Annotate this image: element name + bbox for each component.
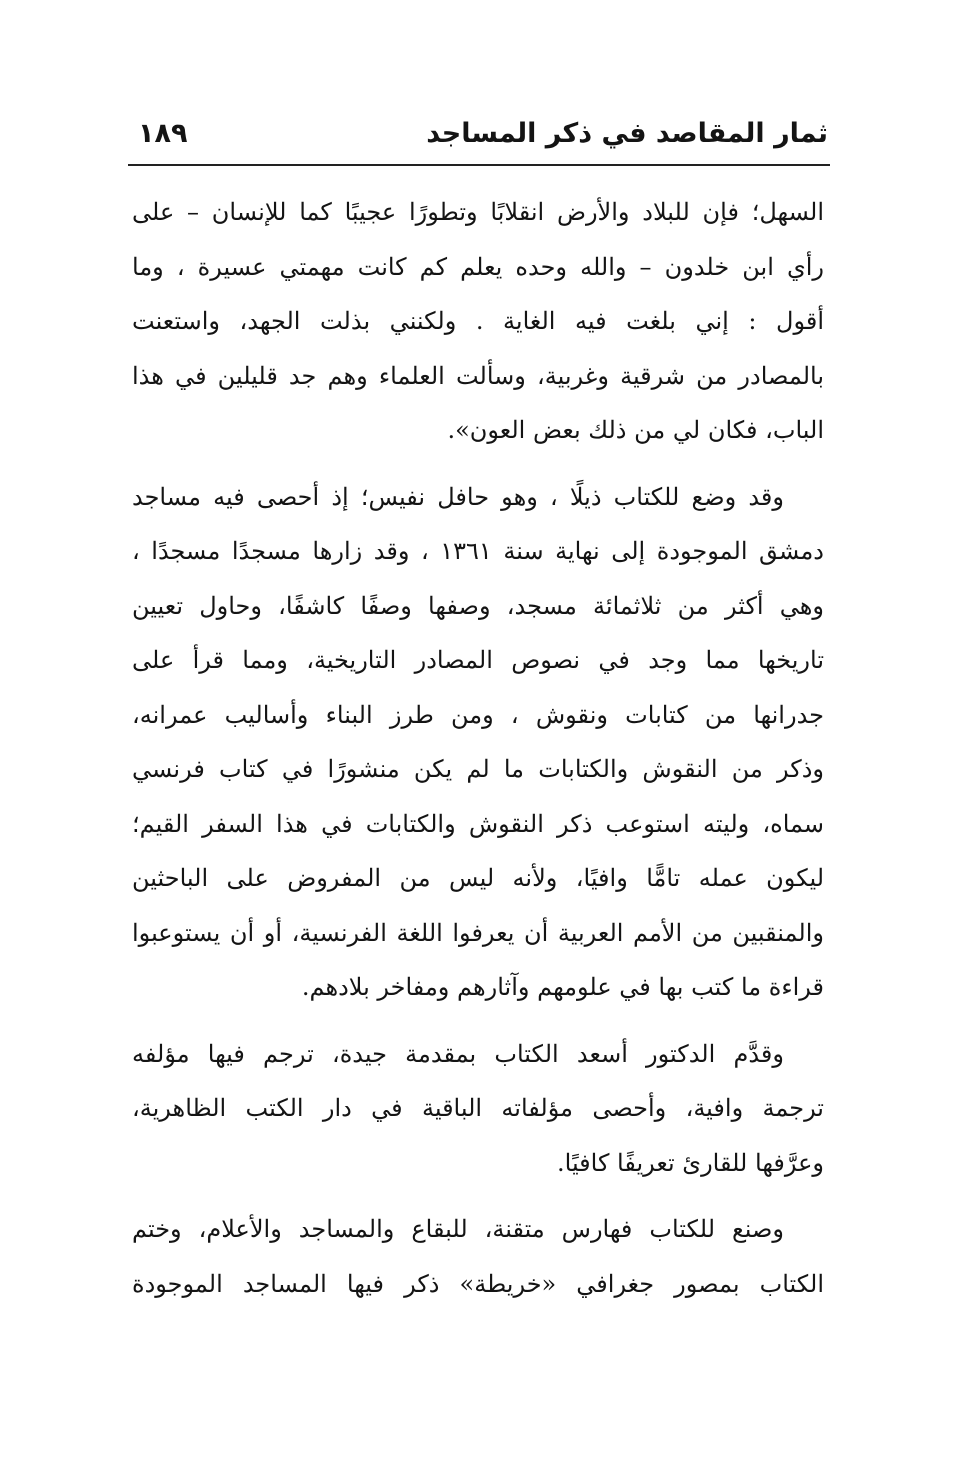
text-line: وعرَّفها للقارئ تعريفًا كافيًا. <box>557 1148 824 1177</box>
page-number: ١٨٩ <box>138 118 188 149</box>
body-text <box>132 185 824 1311</box>
text-line: وذكر من النقوش والكتابات ما لم يكن منشورًا في كتاب فرنسي <box>132 755 824 783</box>
paragraph-gap <box>132 458 824 470</box>
text-line: الباب، فكان لي من ذلك بعض العون». <box>447 416 824 444</box>
text-line: وهي أكثر من ثلاثمائة مسجد، وصفها وصفًا كاشفًا، وحاول تعيين <box>132 591 824 620</box>
paragraph-gap <box>132 1190 824 1202</box>
paragraph-gap <box>132 1015 824 1027</box>
text-line: رأي ابن خلدون – والله وحده يعلم كم كانت مهمتي عسيرة ، وما <box>132 252 824 281</box>
text-line: وقدَّم الدكتور أسعد الكتاب بمقدمة جيدة، ترجم فيها مؤلفه <box>132 1039 784 1068</box>
text-line: جدرانها من كتابات ونقوش ، ومن طرز البناء وأساليب عمرانه، <box>132 700 824 729</box>
text-line: سماه، وليته استوعب ذكر النقوش والكتابات في هذا السفر القيم؛ <box>132 809 824 838</box>
header-rule <box>128 164 830 166</box>
text-line: تاريخها مما وجد في نصوص المصادر التاريخية، ومما قرأ على <box>132 646 824 674</box>
paragraph-4 <box>132 1202 824 1311</box>
text-line: الكتاب بمصور جغرافي «خريطة» ذكر فيها المساجد الموجودة <box>132 1269 824 1298</box>
paragraph-3 <box>132 1027 824 1191</box>
paragraph-2 <box>132 470 824 1015</box>
text-line: وقد وضع للكتاب ذيلًا ، وهو حافل نفيس؛ إذ أحصى فيه مساجد <box>132 482 784 511</box>
text-line: ليكون عمله تامًّا وافيًا، ولأنه ليس من المفروض على الباحثين <box>132 864 824 892</box>
text-line: بالمصادر من شرقية وغربية، وسألت العلماء وهم جد قليلين في هذا <box>132 361 824 390</box>
text-line: السهل؛ فإن للبلاد والأرض انقلابًا وتطورًا عجيبًا كما للإنسان – على <box>132 198 824 226</box>
text-line: قراءة ما كتب بها في علومهم وآثارهم ومفاخر بلادهم. <box>301 973 824 1001</box>
text-line: ترجمة وافية، وأحصى مؤلفاته الباقية في دار الكتب الظاهرية، <box>132 1094 824 1122</box>
running-title: ثمار المقاصد في ذكر المساجد <box>426 118 828 149</box>
text-line: وصنع للكتاب فهارس متقنة، للبقاع والمساجد والأعلام، وختم <box>132 1215 784 1243</box>
paragraph-1 <box>132 185 824 458</box>
text-line: أقول : إني بلغت فيه الغاية . ولكنني بذلت الجهد، واستعنت <box>132 307 824 335</box>
text-line: دمشق الموجودة إلى نهاية سنة ١٣٦١ ، وقد زارها مسجدًا مسجدًا ، <box>132 537 824 565</box>
page-header <box>128 112 828 160</box>
text-line: والمنقبين من الأمم العربية أن يعرفوا اللغة الفرنسية، أو أن يستوعبوا <box>132 918 824 947</box>
